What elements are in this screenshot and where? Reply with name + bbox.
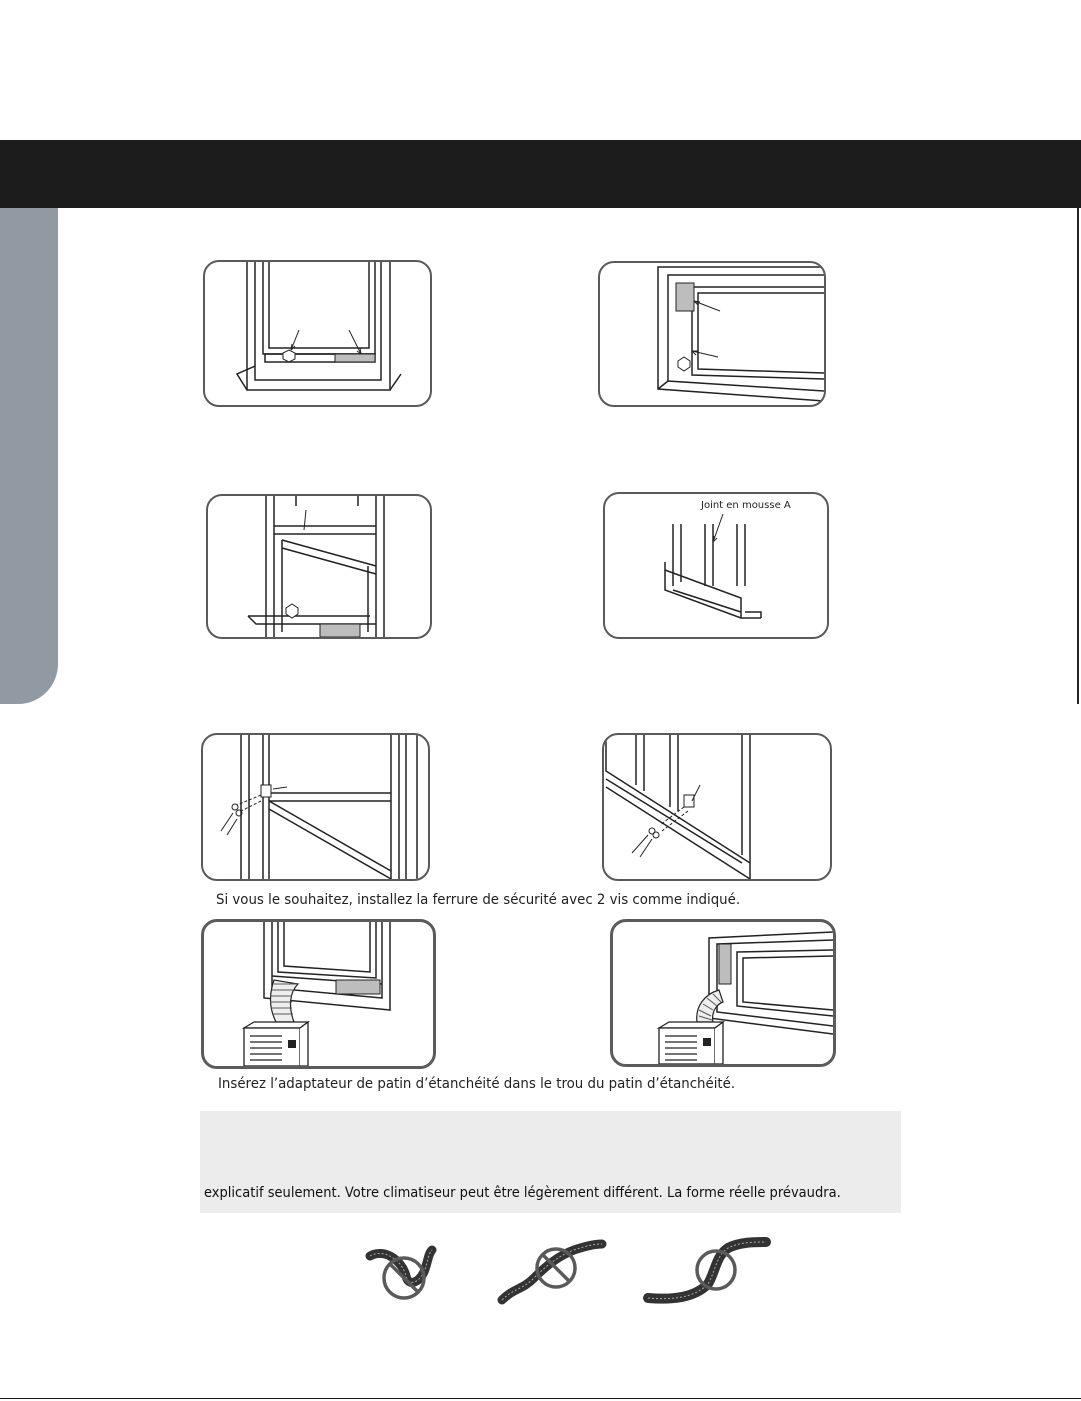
hose-bent-sharp-diagram xyxy=(362,1240,442,1306)
header-bar xyxy=(0,140,1081,208)
illustration-security-bracket-horizontal xyxy=(602,733,832,881)
hose-gentle-curve-diagram xyxy=(642,1232,772,1312)
page-edge-line xyxy=(1077,208,1079,704)
illustration-vertical-window-seal xyxy=(203,260,432,407)
illustration-security-bracket-vertical xyxy=(201,733,430,881)
illustration-ac-horizontal-window xyxy=(610,919,836,1067)
note-text: explicatif seulement. Votre climatiseur peut être légèrement différent. La forme réelle prévaudra. xyxy=(204,1185,841,1201)
illustration-horizontal-window-seal xyxy=(598,261,826,407)
foam-seal-label: Joint en mousse A xyxy=(701,500,791,511)
caption-security-bracket: Si vous le souhaitez, installez la ferrure de sécurité avec 2 vis comme indiqué. xyxy=(216,892,741,908)
note-box xyxy=(200,1111,901,1213)
bottom-rule xyxy=(0,1398,1081,1399)
side-tab xyxy=(0,208,58,704)
hose-twisted-diagram xyxy=(494,1236,610,1312)
illustration-foam-seal xyxy=(603,492,829,639)
illustration-sash-closed xyxy=(206,494,432,639)
caption-insert-adapter: Insérez l’adaptateur de patin d’étanchéité dans le trou du patin d’étanchéité. xyxy=(218,1076,736,1092)
illustration-ac-vertical-window xyxy=(201,919,436,1069)
